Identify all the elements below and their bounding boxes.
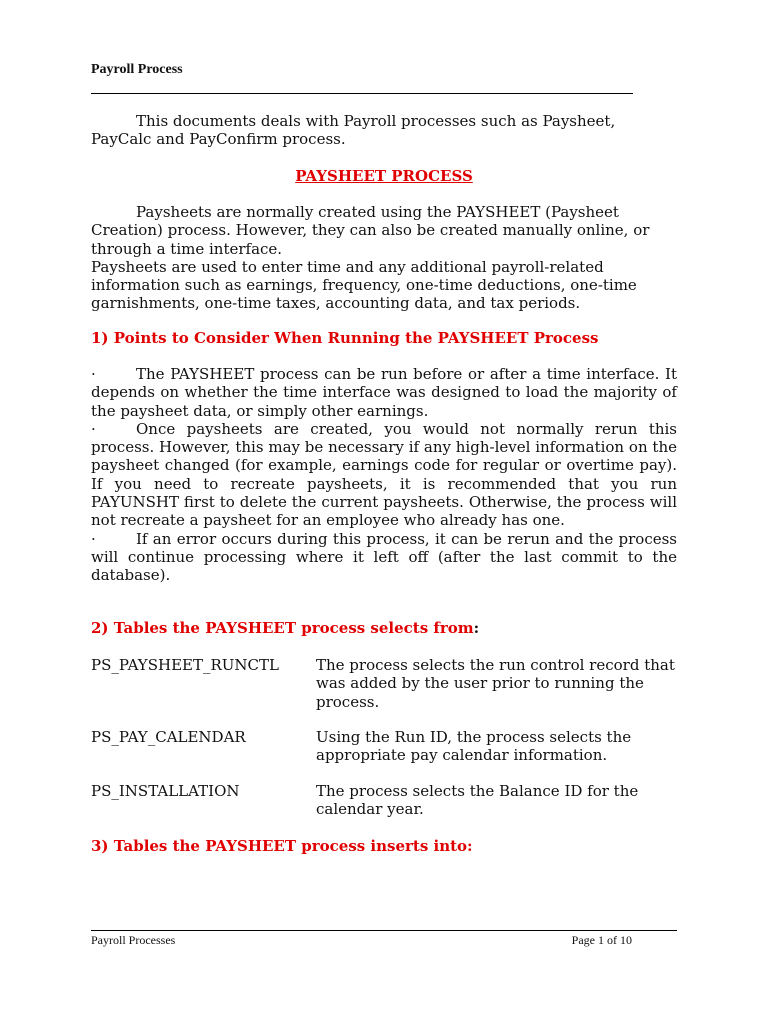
footer-title: Payroll Processes [91, 933, 176, 947]
table-name: PS_INSTALLATION [91, 782, 240, 800]
intro-text: This documents deals with Payroll processes such as Paysheet, PayCalc and PayConfirm process. [91, 112, 616, 149]
bullet-item [91, 530, 677, 585]
table-name: PS_PAY_CALENDAR [91, 728, 246, 746]
section-title: PAYSHEET PROCESS [295, 167, 473, 185]
section-1-heading: 1) Points to Consider When Running the PAYSHEET Process [91, 329, 599, 347]
table-name: PS_PAYSHEET_RUNCTL [91, 656, 279, 674]
bullet-glyph: · [91, 419, 96, 438]
section-2-heading-text: 2) Tables the PAYSHEET process selects from [91, 619, 474, 637]
bullet-item [91, 365, 677, 420]
section-1-bullets [91, 365, 677, 585]
overview-paragraph-2: Paysheets are used to enter time and any additional payroll-related information such as earnings, frequency, one-time deductions, one-time garnishments, one-time taxes, accounting data, and tax periods. [91, 257, 637, 313]
header-title: Payroll Process [91, 62, 183, 77]
section-3-heading: 3) Tables the PAYSHEET process inserts into: [91, 837, 473, 855]
section-2-heading-colon: : [473, 619, 480, 637]
bullet-glyph: · [91, 529, 96, 548]
bullet-text: If an error occurs during this process, it can be rerun and the process will continue processing where it left off (after the last commit to the database). [91, 529, 677, 585]
header-rule [91, 93, 633, 94]
bullet-text: The PAYSHEET process can be run before or after a time interface. It depends on whether the time interface was designed to load the majority of the paysheet data, or simply other earnings. [91, 365, 677, 420]
bullet-item [91, 420, 677, 530]
overview-paragraph-1: Paysheets are normally created using the PAYSHEET (Paysheet Creation) process. However, they can also be created manually online, or through a time interface. [91, 203, 650, 258]
table-description: The process selects the run control record that was added by the user prior to running the process. [316, 656, 675, 711]
section-2-heading [91, 619, 479, 637]
page-number: Page 1 of 10 [571, 933, 632, 947]
bullet-text: Once paysheets are created, you would not normally rerun this process. However, this may be necessary if any high-level information on the paysheet changed (for example, earnings code for regular or overtime pay). If you need to recreate paysheets, it is recommended that you run PAYUNSHT first to delete the current paysheets. Otherwise, the process will not recreate a paysheet for an employee who already has one. [91, 419, 677, 530]
intro-paragraph [91, 112, 677, 149]
overview-block [91, 203, 677, 313]
bullet-glyph: · [91, 365, 96, 383]
table-description: Using the Run ID, the process selects the appropriate pay calendar information. [316, 728, 632, 765]
footer-rule [91, 930, 677, 931]
table-description: The process selects the Balance ID for the calendar year. [316, 782, 639, 819]
